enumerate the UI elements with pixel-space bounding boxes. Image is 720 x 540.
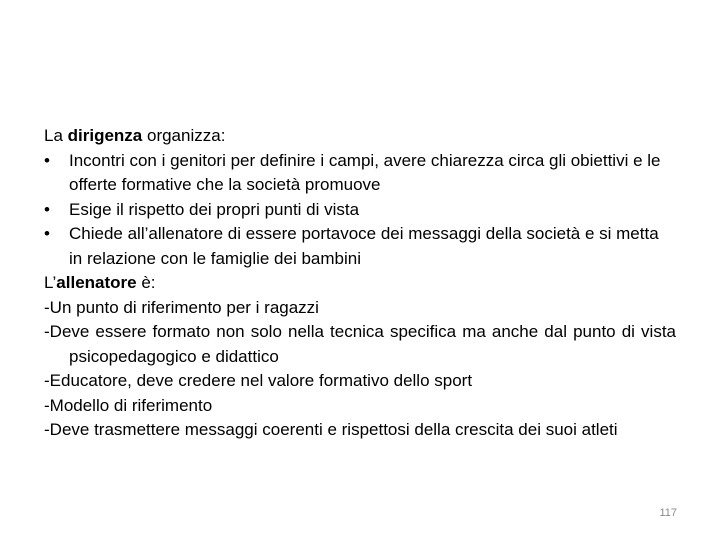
dash-item: -Modello di riferimento [44, 395, 213, 415]
dash-item: -Deve essere formato non solo nella tecnica specifica ma anche dal punto di vista psicopedagogico e didattico [44, 322, 676, 366]
bullet-mark: • [44, 199, 50, 219]
dirigenza-heading-bold: dirigenza [67, 126, 143, 145]
bullet-text: Esige il rispetto dei propri punti di vista [69, 199, 360, 219]
slide-body [44, 124, 676, 443]
dirigenza-heading [44, 124, 676, 149]
bullet-item [44, 198, 676, 223]
dash-item: -Educatore, deve credere nel valore formativo dello sport [44, 371, 473, 390]
dirigenza-heading-suffix: organizza: [142, 126, 226, 145]
dirigenza-heading-prefix: La [44, 126, 68, 145]
bullet-text: Chiede all’allenatore di essere portavoce dei messaggi della società e si metta in relazione con le famiglie dei bambini [69, 224, 659, 268]
bullet-text: Incontri con i genitori per definire i campi, avere chiarezza circa gli obiettivi e le offerte formative che la società promuove [69, 150, 661, 194]
bullet-mark: • [44, 224, 50, 243]
allenatore-heading-prefix: L’ [44, 273, 57, 292]
allenatore-heading-suffix: è: [136, 273, 156, 292]
bullet-mark: • [44, 150, 50, 170]
bullet-item [44, 222, 676, 271]
bullet-item [44, 149, 676, 198]
page-number: 117 [659, 507, 677, 519]
dash-item: -Un punto di riferimento per i ragazzi [44, 297, 319, 317]
allenatore-heading-bold: allenatore [56, 273, 137, 292]
dash-item: -Deve trasmettere messaggi coerenti e rispettosi della crescita dei suoi atleti [44, 420, 618, 439]
allenatore-heading [44, 271, 676, 296]
